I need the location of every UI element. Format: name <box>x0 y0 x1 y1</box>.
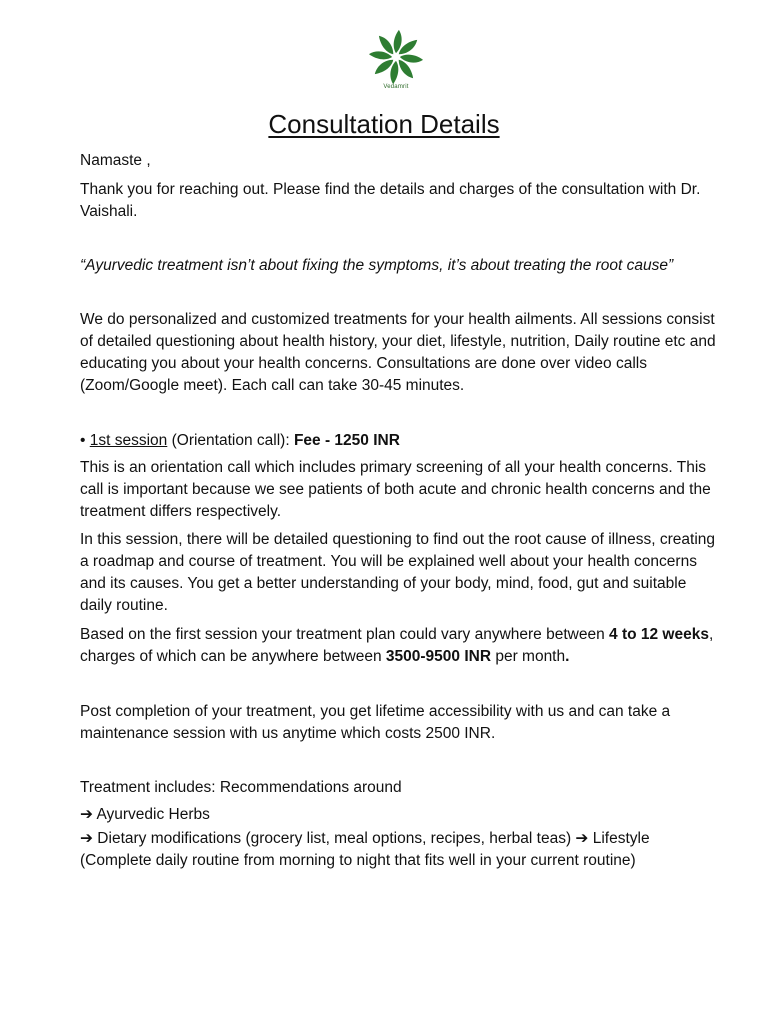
plan-text-2: , charges of which can be anywhere between <box>80 626 714 665</box>
brand-logo <box>364 28 428 98</box>
plan-end: . <box>565 648 570 665</box>
leaf-logo-icon <box>367 28 425 86</box>
include-dietary: Dietary modifications (grocery list, meal options, recipes, herbal teas) <box>93 830 576 847</box>
arrow-icon: ➔ <box>80 830 93 847</box>
plan-text-1: Based on the first session your treatment plan could vary anywhere between <box>80 626 610 643</box>
include-herbs: Ayurvedic Herbs <box>93 806 210 823</box>
quote-text: “Ayurvedic treatment isn’t about fixing the symptoms, it’s about treating the root cause” <box>80 257 674 274</box>
post-text: Post completion of your treatment, you get lifetime accessibility with us and can take a maintenance session with us anytime which costs 2500 INR. <box>80 703 671 742</box>
intro-paragraph <box>80 179 720 223</box>
intro-text: Thank you for reaching out. Please find the details and charges of the consultation with Dr. Vaishali. <box>80 181 701 220</box>
orientation-text: This is an orientation call which includes primary screening of all your health concerns. This call is important because we see patients of both acute and chronic health concerns and the treatment differs respectively. <box>80 459 711 520</box>
includes-section <box>80 777 720 872</box>
session-fee: Fee - 1250 INR <box>293 432 400 449</box>
greeting: Namaste , <box>80 152 151 169</box>
bullet: • <box>80 432 86 449</box>
include-lifestyle: Lifestyle (Complete daily routine from morning to night that fits well in your current routine) <box>80 830 650 869</box>
plan-charges: 3500-9500 INR <box>385 648 492 665</box>
plan-paragraph <box>80 624 720 668</box>
post-paragraph <box>80 701 720 745</box>
brand-name: Vedamrit <box>383 84 409 90</box>
session-name: 1st session <box>89 432 168 449</box>
plan-text-3: per month <box>491 648 566 665</box>
arrow-icon: ➔ <box>80 806 93 823</box>
orientation-paragraph <box>80 457 720 523</box>
session-type: (Orientation call): <box>171 432 290 449</box>
plan-duration: 4 to 12 weeks <box>609 626 709 643</box>
arrow-icon: ➔ <box>575 830 589 847</box>
page-title: Consultation Details <box>268 109 500 139</box>
about-text: We do personalized and customized treatments for your health ailments. All sessions consist of detailed questioning about health history, your diet, lifestyle, nutrition, Daily routine etc and educating you about your health concerns. Consultations are done over video calls (Zoom/Google meet). Each call can take 30-45 minutes. <box>80 311 716 394</box>
session-detail-paragraph <box>80 529 720 617</box>
greeting-text <box>80 150 720 172</box>
includes-heading: Treatment includes: Recommendations around <box>80 779 402 796</box>
quote-paragraph <box>80 255 720 277</box>
session-heading <box>80 430 720 452</box>
session-detail-text: In this session, there will be detailed questioning to find out the root cause of illness, creating a roadmap and course of treatment. You will be explained well about your health concerns and its causes. You get a better understanding of your body, mind, food, gut and suitable daily routine. <box>80 531 716 614</box>
about-paragraph <box>80 309 720 397</box>
